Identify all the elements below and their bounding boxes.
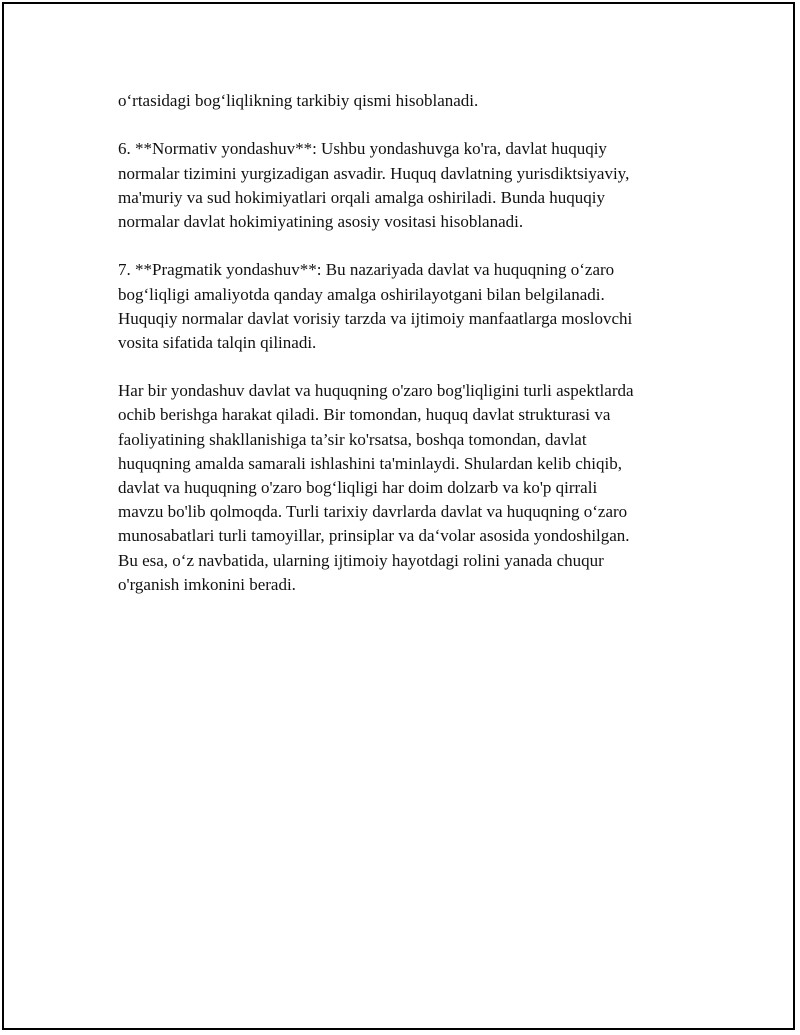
document-body	[118, 89, 693, 621]
text-line: davlat va huquqning o'zaro bog‘liqligi har doim dolzarb va ko'p qirrali	[118, 478, 598, 497]
text-line: 6. **Normativ yondashuv**: Ushbu yondashuvga ko'ra, davlat huquqiy	[118, 139, 607, 159]
text-line: Huquqiy normalar davlat vorisiy tarzda va ijtimoiy manfaatlarga moslovchi	[118, 308, 633, 328]
text-line: 7. **Pragmatik yondashuv**: Bu nazariyada davlat va huquqning o‘zaro	[118, 260, 615, 280]
text-line: mavzu bo'lib qolmoqda. Turli tarixiy davrlarda davlat va huquqning o‘zaro	[118, 502, 628, 522]
text-line: vosita sifatida talqin qilinadi.	[118, 332, 317, 352]
text-line: ma'muriy va sud hokimiyatlari orqali amalga oshiriladi. Bunda huquqiy	[118, 187, 605, 207]
text-line: o‘rtasidagi bog‘liqlikning tarkibiy qismi hisoblanadi.	[118, 91, 479, 110]
text-line: o'rganish imkonini beradi.	[118, 574, 296, 594]
text-line: huquqning amalda samarali ishlashini ta'minlaydi. Shulardan kelib chiqib,	[118, 453, 622, 473]
text-line: ochib berishga harakat qiladi. Bir tomondan, huquq davlat strukturasi va	[118, 405, 611, 425]
text-line: munosabatlari turli tamoyillar, prinsiplar va da‘volar asosida yondoshilgan.	[118, 526, 630, 546]
text-line: faoliyatining shakllanishiga ta’sir ko'rsatsa, boshqa tomondan, davlat	[118, 429, 587, 449]
text-line: normalar tizimini yurgizadigan asvadir. Huquq davlatning yurisdiktsiyaviy,	[118, 163, 630, 183]
paragraph-conclusion	[118, 379, 693, 597]
paragraph-pragmatic-approach	[118, 258, 693, 355]
text-line: Bu esa, o‘z navbatida, ularning ijtimoiy hayotdagi rolini yanada chuqur	[118, 550, 604, 570]
text-line: bog‘liqligi amaliyotda qanday amalga oshirilayotgani bilan belgilanadi.	[118, 284, 605, 304]
paragraph-continuation	[118, 89, 693, 113]
text-line: Har bir yondashuv davlat va huquqning o'zaro bog'liqligini turli aspektlarda	[118, 381, 634, 401]
paragraph-normative-approach	[118, 137, 693, 234]
text-line: normalar davlat hokimiyatining asosiy vositasi hisoblanadi.	[118, 211, 524, 231]
